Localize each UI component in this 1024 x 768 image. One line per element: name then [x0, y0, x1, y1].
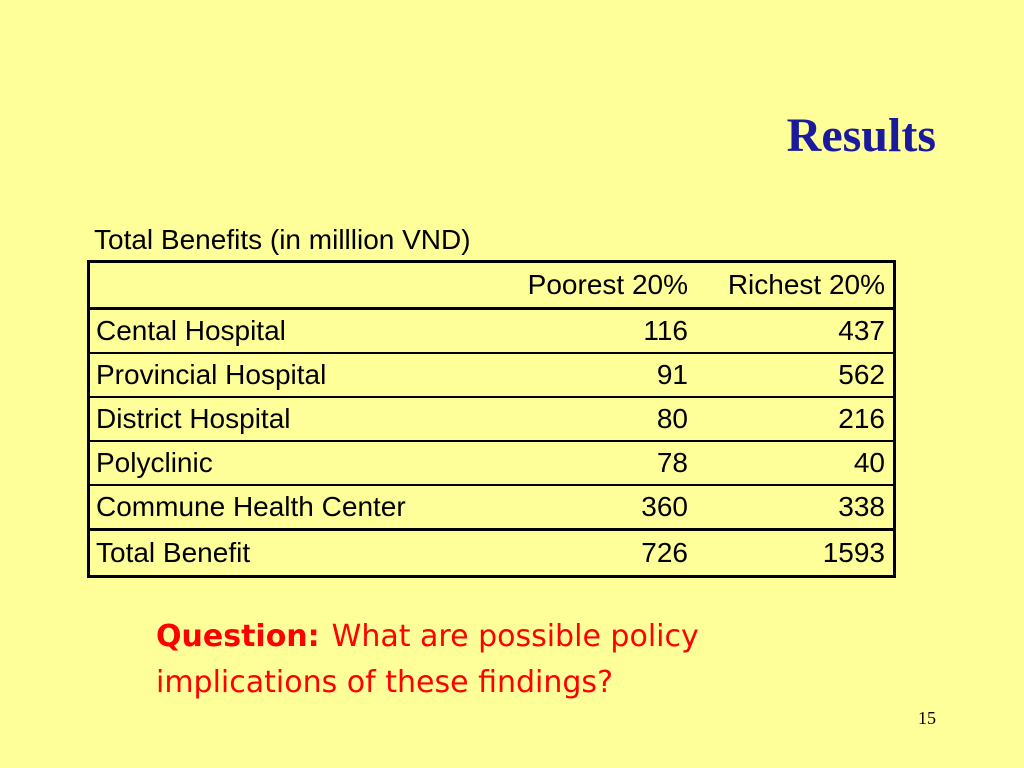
facility-cell: Commune Health Center: [89, 485, 489, 530]
table-caption: Total Benefits (in milllion VND): [94, 224, 471, 255]
table-row: [89, 353, 895, 397]
table-row: [89, 397, 895, 441]
header-richest: Richest 20%: [696, 262, 895, 309]
benefits-table: [87, 260, 896, 578]
poorest-cell: 80: [488, 397, 696, 441]
page-number: 15: [918, 708, 936, 728]
facility-cell: Provincial Hospital: [89, 353, 489, 397]
poorest-cell: 78: [488, 441, 696, 485]
question-label: Question:: [156, 619, 320, 654]
richest-cell: 338: [696, 485, 895, 530]
facility-cell: Polyclinic: [89, 441, 489, 485]
facility-cell: District Hospital: [89, 397, 489, 441]
table-row: [89, 485, 895, 530]
facility-cell: Cental Hospital: [89, 309, 489, 354]
total-richest-cell: 1593: [696, 530, 895, 577]
question-block: [156, 614, 876, 706]
table-total-row: [89, 530, 895, 577]
richest-cell: 40: [696, 441, 895, 485]
richest-cell: 562: [696, 353, 895, 397]
question-text: What are possible policy implications of these findings?: [156, 619, 699, 700]
header-poorest: Poorest 20%: [488, 262, 696, 309]
total-poorest-cell: 726: [488, 530, 696, 577]
table-header-row: [89, 262, 895, 309]
poorest-cell: 116: [488, 309, 696, 354]
poorest-cell: 360: [488, 485, 696, 530]
poorest-cell: 91: [488, 353, 696, 397]
table-row: [89, 309, 895, 354]
total-label-cell: Total Benefit: [89, 530, 489, 577]
richest-cell: 437: [696, 309, 895, 354]
table-row: [89, 441, 895, 485]
header-facility: [89, 262, 489, 309]
richest-cell: 216: [696, 397, 895, 441]
slide-title: Results: [786, 109, 936, 162]
